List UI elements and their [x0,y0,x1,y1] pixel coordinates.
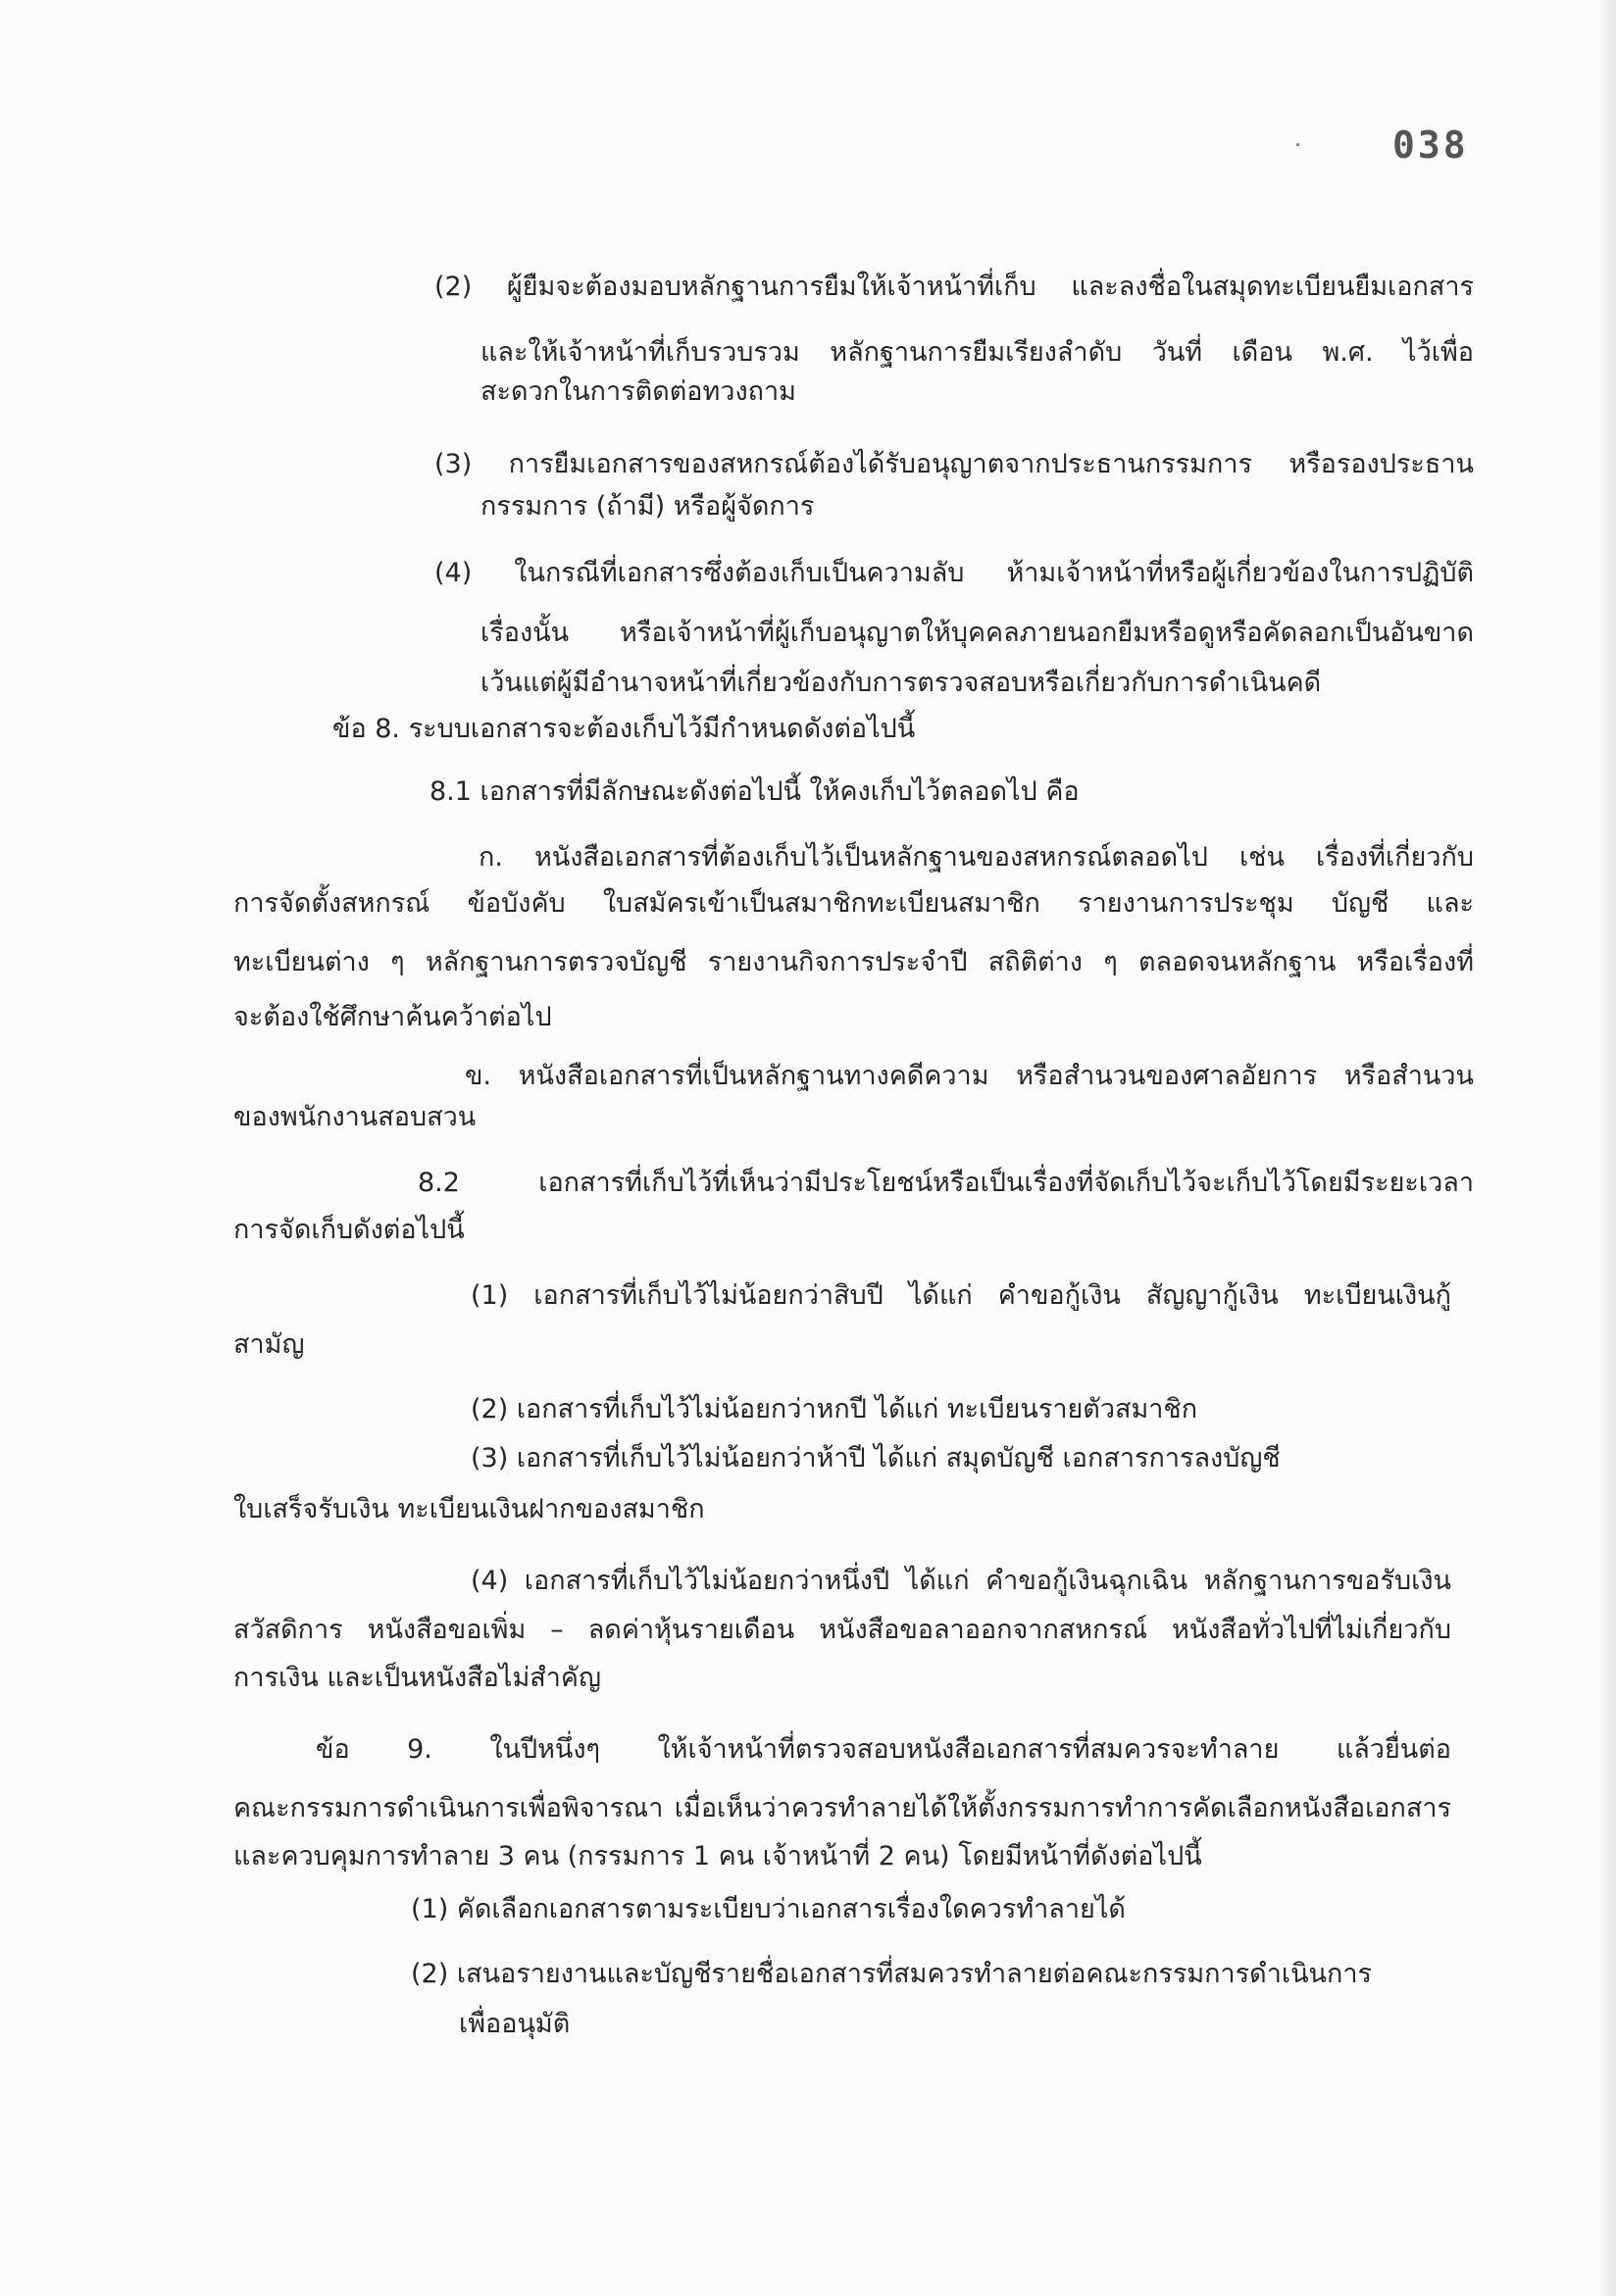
text-line: ทะเบียนต่าง ๆ หลักฐานการตรวจบัญชี รายงานกิจการประจำปี สถิติต่าง ๆ ตลอดจนหลักฐาน หรือเรื่องที่ [233,947,1474,977]
text-line: (4) ในกรณีที่เอกสารซึ่งต้องเก็บเป็นความลับ ห้ามเจ้าหน้าที่หรือผู้เกี่ยวข้องในการปฏิบัติ [434,558,1474,588]
text-line: (3) การยืมเอกสารของสหกรณ์ต้องได้รับอนุญาตจากประธานกรรมการ หรือรองประธาน [434,449,1474,479]
text-line: การเงิน และเป็นหนังสือไม่สำคัญ [233,1663,601,1693]
text-line: สวัสดิการ หนังสือขอเพิ่ม – ลดค่าหุ้นรายเดือน หนังสือขอลาออกจากสหกรณ์ หนังสือทั่วไปที่ไม่เกี่ยวกับ [233,1615,1451,1645]
text-line: เพื่ออนุมัติ [459,2009,571,2039]
text-line: การจัดตั้งสหกรณ์ ข้อบังคับ ใบสมัครเข้าเป็นสมาชิกทะเบียนสมาชิก รายงานการประชุม บัญชี และ [233,888,1474,919]
text-line: 8.2 เอกสารที่เก็บไว้ที่เห็นว่ามีประโยชน์หรือเป็นเรื่องที่จัดเก็บไว้จะเก็บไว้โดยมีระยะเวลา [418,1168,1474,1198]
text-line: (2) เสนอรายงานและบัญชีรายชื่อเอกสารที่สมควรทำลายต่อคณะกรรมการดำเนินการ [411,1959,1373,1989]
text-line: และให้เจ้าหน้าที่เก็บรวบรวม หลักฐานการยืมเรียงลำดับ วันที่ เดือน พ.ศ. ไว้เพื่อ [480,337,1474,368]
text-line: และควบคุมการทำลาย 3 คน (กรรมการ 1 คน เจ้าหน้าที่ 2 คน) โดยมีหน้าที่ดังต่อไปนี้ [233,1841,1202,1872]
section-heading-9: ข้อ 9. ในปีหนึ่งๆ ให้เจ้าหน้าที่ตรวจสอบหนังสือเอกสารที่สมควรจะทำลาย แล้วยื่นต่อ [316,1734,1451,1765]
text-line: (2) ผู้ยืมจะต้องมอบหลักฐานการยืมให้เจ้าหน้าที่เก็บ และลงชื่อในสมุดทะเบียนยืมเอกสาร [434,272,1474,302]
text-line: (4) เอกสารที่เก็บไว้ไม่น้อยกว่าหนึ่งปี ได้แก่ คำขอกู้เงินฉุกเฉิน หลักฐานการขอรับเงิน [471,1566,1451,1596]
text-line: (3) เอกสารที่เก็บไว้ไม่น้อยกว่าห้าปี ได้แก่ สมุดบัญชี เอกสารการลงบัญชี [471,1443,1281,1473]
section-heading-8: ข้อ 8. ระบบเอกสารจะต้องเก็บไว้มีกำหนดดังต่อไปนี้ [332,714,916,744]
scan-speck [1296,143,1299,146]
text-line: ของพนักงานสอบสวน [233,1102,477,1132]
text-line: สามัญ [233,1329,305,1360]
text-line: การจัดเก็บดังต่อไปนี้ [233,1215,465,1245]
text-line: 8.1 เอกสารที่มีลักษณะดังต่อไปนี้ ให้คงเก็บไว้ตลอดไป คือ [429,776,1080,807]
text-line: (1) เอกสารที่เก็บไว้ไม่น้อยกว่าสิบปี ได้แก่ คำขอกู้เงิน สัญญากู้เงิน ทะเบียนเงินกู้ [471,1280,1451,1311]
text-line: (2) เอกสารที่เก็บไว้ไม่น้อยกว่าหกปี ได้แก่ ทะเบียนรายตัวสมาชิก [471,1394,1198,1424]
text-line: สะดวกในการติดต่อทวงถาม [480,376,796,407]
text-line: ข. หนังสือเอกสารที่เป็นหลักฐานทางคดีความ หรือสำนวนของศาลอัยการ หรือสำนวน [465,1061,1474,1091]
page-number: 038 [1392,124,1469,167]
text-line: ก. หนังสือเอกสารที่ต้องเก็บไว้เป็นหลักฐานของสหกรณ์ตลอดไป เช่น เรื่องที่เกี่ยวกับ [479,842,1474,873]
text-line: ใบเสร็จรับเงิน ทะเบียนเงินฝากของสมาชิก [233,1494,705,1524]
page-edge-shadow [1598,0,1616,2296]
text-line: กรรมการ (ถ้ามี) หรือผู้จัดการ [480,491,815,522]
text-line: (1) คัดเลือกเอกสารตามระเบียบว่าเอกสารเรื่องใดควรทำลายได้ [411,1894,1126,1924]
text-line: เรื่องนั้น หรือเจ้าหน้าที่ผู้เก็บอนุญาตให้บุคคลภายนอกยืมหรือดูหรือคัดลอกเป็นอันขาด [480,618,1474,648]
text-line: คณะกรรมการดำเนินการเพื่อพิจารณา เมื่อเห็นว่าควรทำลายได้ให้ตั้งกรรมการทำการคัดเลือกหนังสือเอกสาร [233,1793,1451,1823]
text-line: เว้นแต่ผู้มีอำนาจหน้าที่เกี่ยวข้องกับการตรวจสอบหรือเกี่ยวกับการดำเนินคดี [480,668,1322,698]
text-line: จะต้องใช้ศึกษาค้นคว้าต่อไป [233,1002,552,1032]
